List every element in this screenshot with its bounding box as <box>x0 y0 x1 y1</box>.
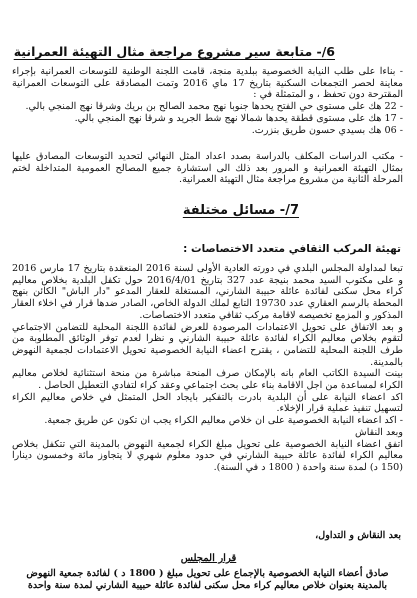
paragraph: - بناءا على طلب النيابة الخصوصية ببلدية منجة، قامت اللجنة الوطنية للتوسعات العمرانية بإجراء معاينة لحصر التجمعات السكنية بتاريخ 17 ماي 2016 وتمت المصادقة على التوسعات العمرانية المقترحة دون تحفظ ، و المتمثلة في : <box>12 66 403 101</box>
decision-line: صادق أعضاء النيابة الخصوصية بالإجماع على تحويل مبلغ ( 1800 د ) لفائدة جمعية النهوض بالمدينة بعنوان خلاص معاليم كراء محل سكنى لفائدة عائلة حبيبة الشارني لمدة سنة واحدة <box>26 568 389 591</box>
paragraph: و بعد الاتفاق على تحويل الاعتمادات المرصودة للعرض لفائدة اللجنة المحلية للتضامن الاجتماعي لتقوم بخلاص معاليم الكراء لفائدة عائلة حبيبة الشارني و نظرا لعدم توفر الوثائق المطلوبة من طرف اللجنة المحلية للتضامن ، يقترح اعضاء النيابة الخصوصية تحويل الاعتمادات لجمعية النهوض بالمدينة. <box>12 321 403 368</box>
list-item: - 17 هك على مستوى قطقة يحدها شمالا نهج شط الجريد و شرقا نهج المنجي بالي. <box>74 112 403 124</box>
decision-text <box>12 568 403 592</box>
list-item: - 06 هك بسيدي حسون طريق بنزرت. <box>251 124 403 136</box>
study-office-body <box>12 151 403 186</box>
paragraph: تبعا لمداولة المجلس البلدي في دورته العادية الأولى لسنة 2016 المنعقدة بتاريخ 17 مارس 2016 و على مكتوب السيد محمد بنيجة عدد 327 بتاريخ 2016/4/01 حول تكفل البلدية بخلاص معاليم كراء محل سكنى لفائدة عائلة حبيبة الشارني، المستغلة للعقار المدعو "دار الباش" الكائن بنهج المحطة بالرسم العقاري عدد 19730 التابع لملك الدولة الخاص، الصادر ضدها قرار في اخلاء العقار المذكور و المزمع تخصيصه لاقامة مركب ثقافي متعدد الاختصاصات. <box>12 263 403 321</box>
paragraph: بينت السيدة الكاتب العام بانه بالإمكان صرف المنحة مباشرة من منحة استثنائية لخلاص معاليم الكراء لمساعدة من اجل الاقامة بناء على بحث اجتماعي وعقد كراء لتفادي التعطيل الحاصل . <box>12 368 403 392</box>
section-heading-urban-plan: 6/- متابعة سير مشروع مراجعة مثال التهيئة العمرانية <box>13 44 335 59</box>
cultural-center-body <box>12 263 403 474</box>
paragraph: - اكد اعضاء النيابة الخصوصية على ان خلاص معاليم الكراء يجب ان تكون عن طريق جمعية. <box>44 415 403 427</box>
list-item: - 22 هك على مستوى حي الفتح يحدها جنوبا نهج محمد الصالح بن بريك وشرقا نهج المنجي بالي. <box>25 101 403 113</box>
decision-title: قرار المجلس <box>180 553 237 564</box>
section-heading-misc: 7/- مسائل مختلفة <box>182 203 299 218</box>
paragraph: - مكتب الدراسات المكلف بالدراسة بصدد اعداد المثل النهائي لتحديد التوسعات المصادق عليها بمثال التهيئة العمرانية و المرور بعد ذلك الى استشارة جميع المصالح العمومية المتداخلة لختم المرحلة الثانية من مشروع مراجعة مثال التهيئة العمرانية. <box>12 151 403 186</box>
urban-plan-body <box>12 66 403 136</box>
voting-note: بعد النقاش و التداول، <box>315 530 401 541</box>
paragraph: اكد اعضاء النيابة على أن البلدية بادرت بالتفكير بايجاد الحل المتمثل في خلاص معاليم الكراء لتسهيل تنفيذ عملية قرار الإخلاء. <box>12 391 403 415</box>
paragraph: اتفق اعضاء النيابة الخصوصية على تحويل مبلغ الكراء لجمعية النهوض بالمدينة التي تتكفل بخلاص معاليم الكراء لفائدة عائلة حبيبة الشارني في حدود معلوم شهري لا يتجاوز مائة وخمسون دينارا (150 د) لمدة سنة واحدة ( 1800 د في السنة). <box>12 438 403 473</box>
subheading-cultural-center: تهيئة المركب الثقافي متعدد الاختصاصات : <box>183 243 401 255</box>
paragraph: وبعد النقاش <box>355 426 403 438</box>
